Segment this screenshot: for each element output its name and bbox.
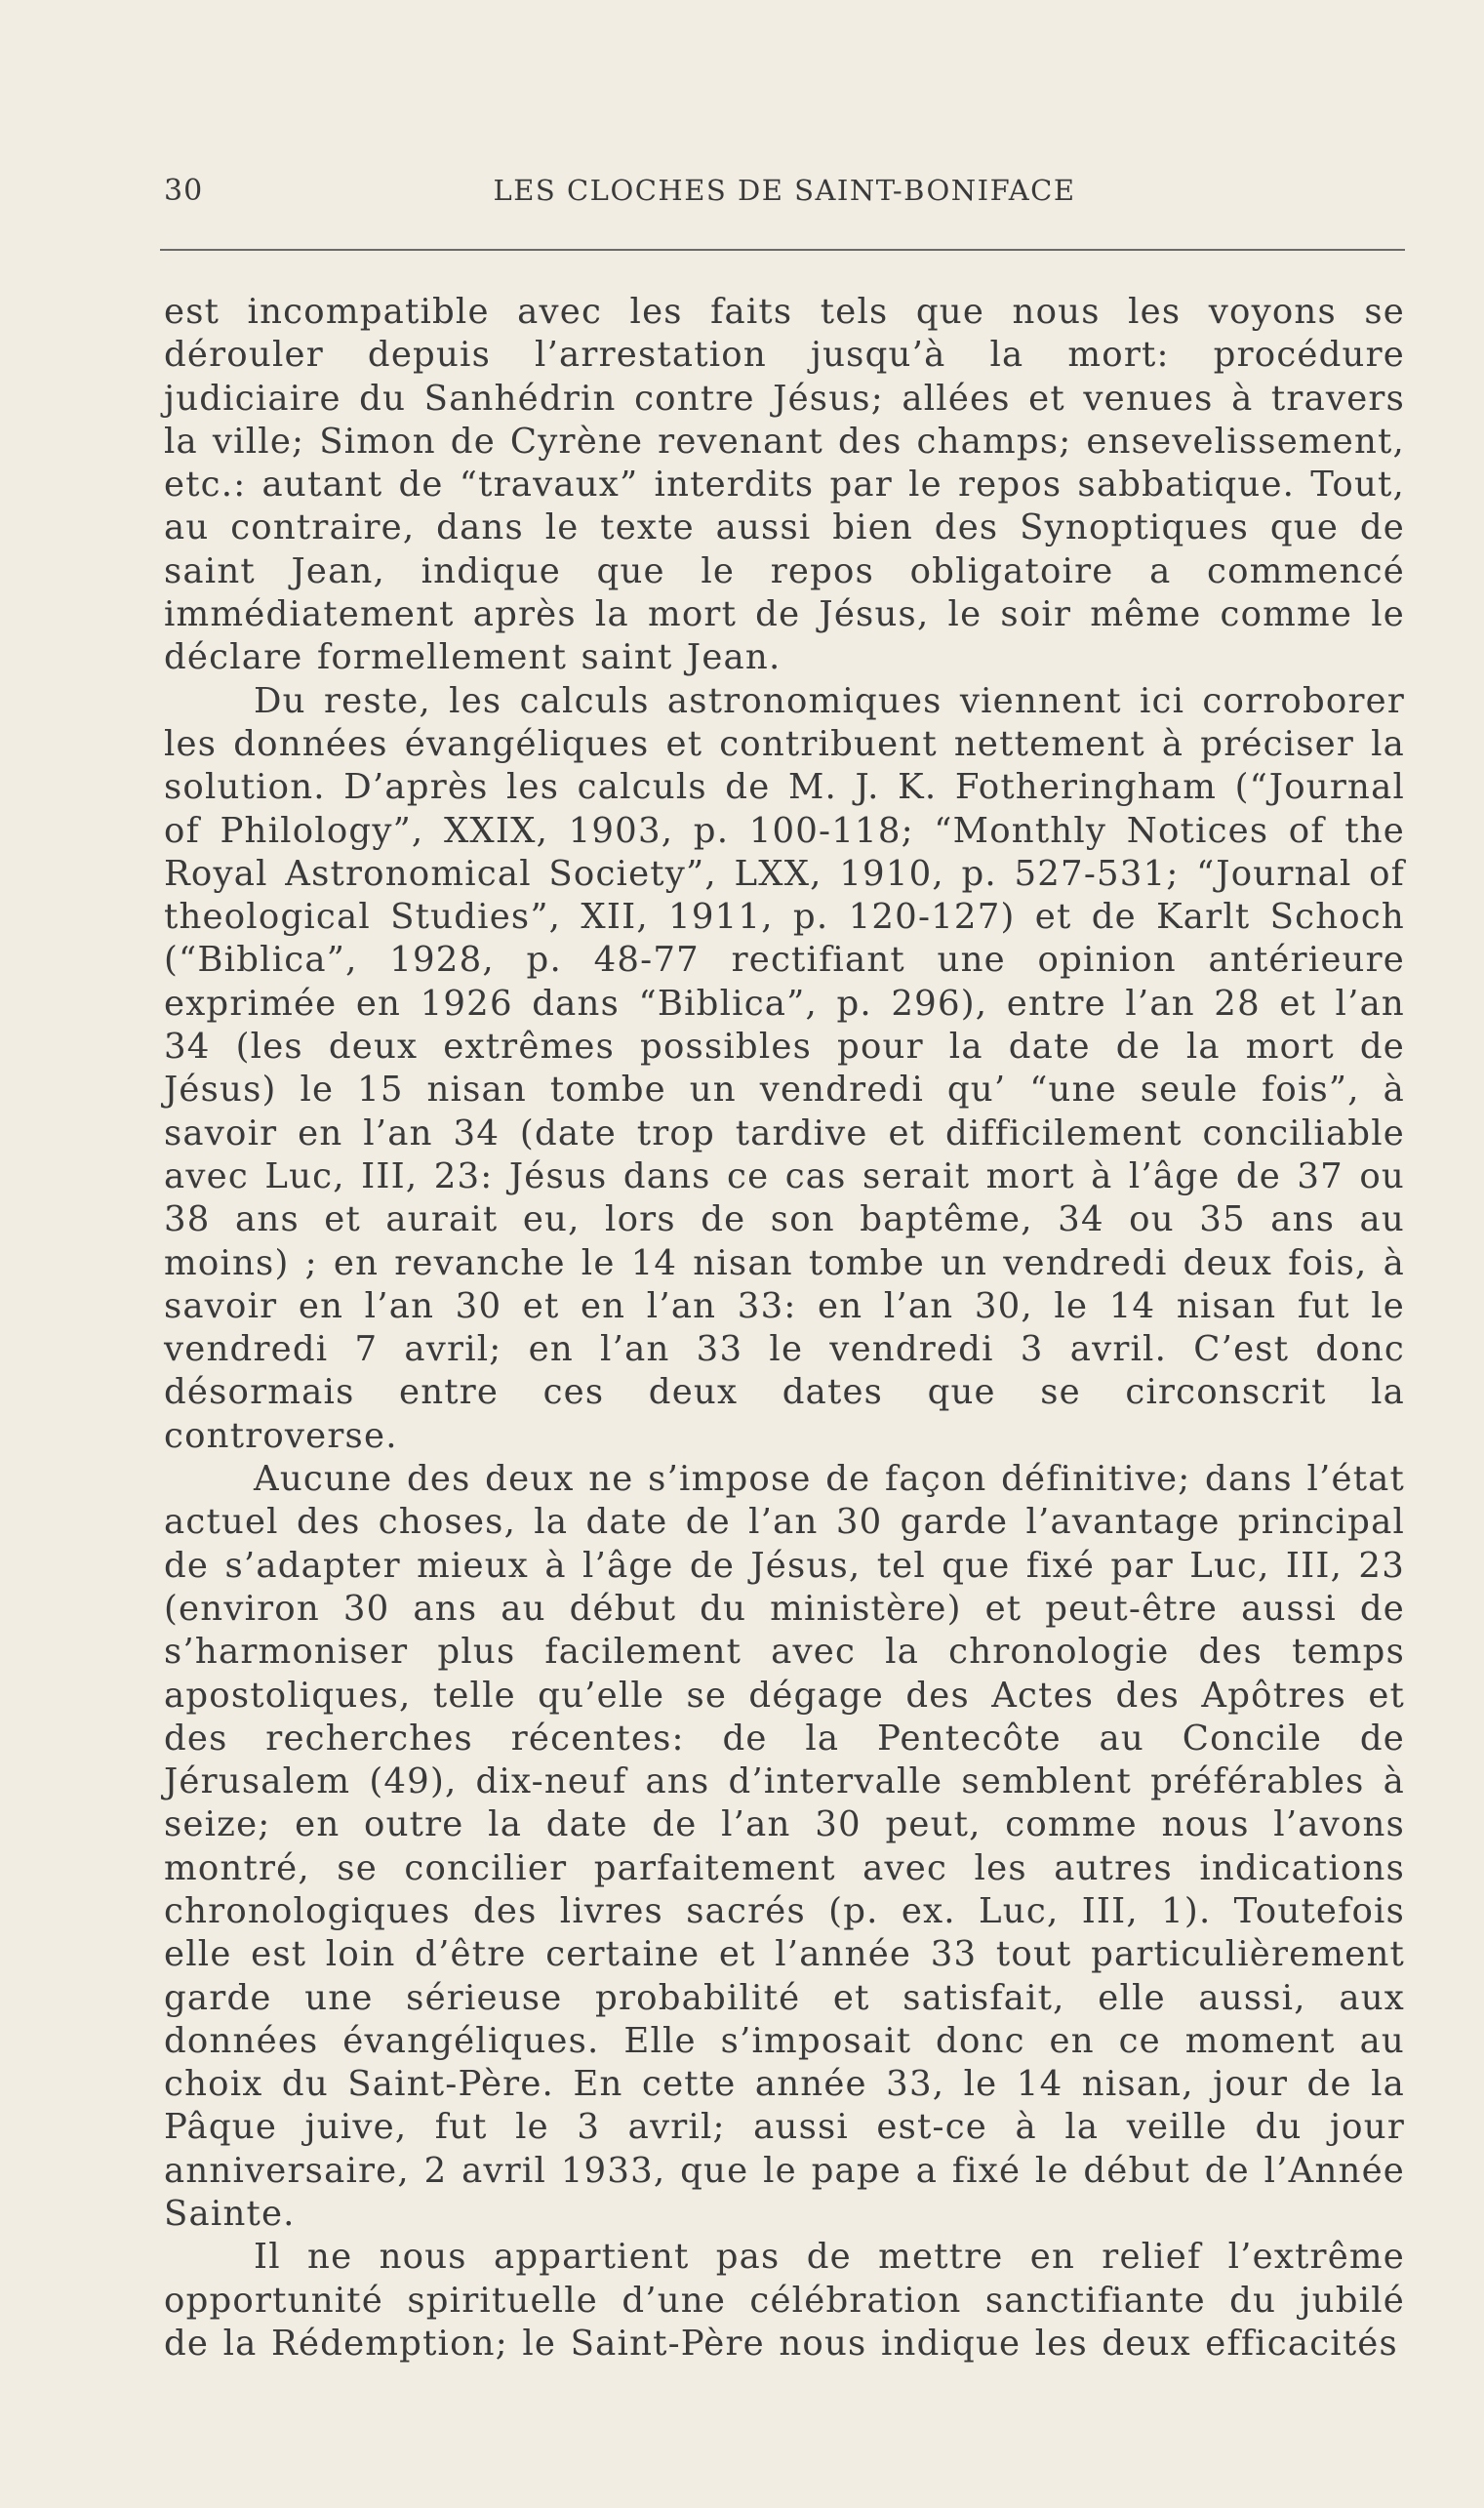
paragraph: Aucune des deux ne s’impose de façon définitive; dans l’état actuel des choses, la date de l’an 30 garde l’avantage principal de s’adapter mieux à l’âge de Jésus, tel que fixé par Luc, III, 23 (environ 30 ans au début du ministère) et peut-être aussi de s’harmoniser plus facilement avec la chronologie des temps apostoliques, telle qu’elle se dégage des Actes des Apôtres et des recherches récentes: de la Pentecôte au Concile de Jérusalem (49), dix-neuf ans d’intervalle semblent préférables à seize; en outre la date de l’an 30 peut, comme nous l’avons montré, se concilier parfaitement avec les autres indications chronologiques des livres sacrés (p. ex. Luc, III, 1). Toutefois elle est loin d’être certaine et l’année 33 tout particulièrement garde une sérieuse probabilité et satisfait, elle aussi, aux données évangéliques. Elle s’imposait donc en ce moment au choix du Saint-Père. En cette année 33, le 14 nisan, jour de la Pâque juive, fut le 3 avril; aussi est-ce à la veille du jour anniversaire, 2 avril 1933, que le pape a fixé le début de l’Année Sainte. (164, 1459, 1405, 2235)
page-number: 30 (164, 174, 204, 208)
running-title: LES CLOCHES DE SAINT-BONIFACE (493, 174, 1076, 207)
paragraph: est incompatible avec les faits tels que nous les voyons se dérouler depuis l’arrestation jusqu’à la mort: procédure judiciaire du Sanhédrin contre Jésus; allées et venues à travers la ville; Simon de Cyrène revenant des champs; ensevelissement, etc.: autant de “travaux” interdits par le repos sabbatique. Tout, au contraire, dans le texte aussi bien des Synoptiques que de saint Jean, indique que le repos obligatoire a commencé immédiatement après la mort de Jésus, le soir même comme le déclare formellement saint Jean. (164, 292, 1405, 678)
page-header (164, 174, 1405, 213)
body-text (164, 291, 1405, 2366)
paragraph: Il ne nous appartient pas de mettre en relief l’extrême opportunité spirituelle d’une célébration sanctifiante du jubilé de la Rédemption; le Saint-Père nous indique les deux efficacités (164, 2237, 1405, 2364)
paragraph: Du reste, les calculs astronomiques viennent ici corroborer les données évangéliques et contribuent nettement à préciser la solution. D’après les calculs de M. J. K. Fotheringham (“Journal of Philology”, XXIX, 1903, p. 100-118; “Monthly Notices of the Royal Astronomical Society”, LXX, 1910, p. 527-531; “Journal of theological Studies”, XII, 1911, p. 120-127) et de Karlt Schoch (“Biblica”, 1928, p. 48-77 rectifiant une opinion antérieure exprimée en 1926 dans “Biblica”, p. 296), entre l’an 28 et l’an 34 (les deux extrêmes possibles pour la date de la mort de Jésus) le 15 nisan tombe un vendredi qu’ “une seule fois”, à savoir en l’an 34 (date trop tardive et difficilement conciliable avec Luc, III, 23: Jésus dans ce cas serait mort à l’âge de 37 ou 38 ans et aurait eu, lors de son baptême, 34 ou 35 ans au moins) ; en revanche le 14 nisan tombe un vendredi deux fois, à savoir en l’an 30 et en l’an 33: en l’an 30, le 14 nisan fut le vendredi 7 avril; en l’an 33 le vendredi 3 avril. C’est donc désormais entre ces deux dates que se circonscrit la controverse. (164, 680, 1405, 1456)
header-rule (160, 249, 1405, 251)
